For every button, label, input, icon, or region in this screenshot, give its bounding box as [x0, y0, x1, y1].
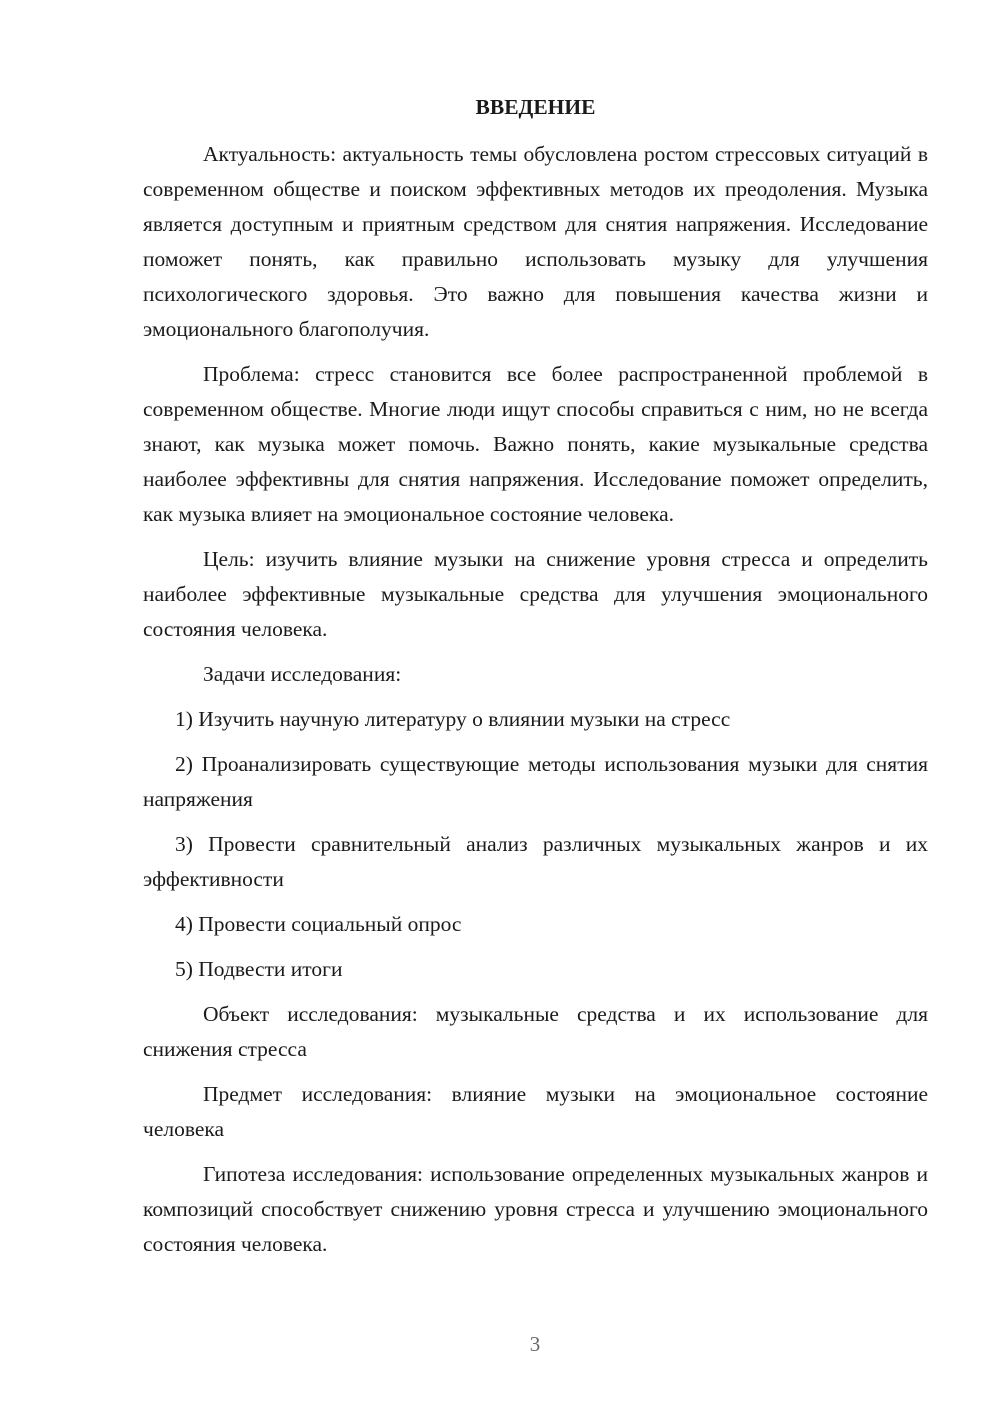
tasks-title: Задачи исследования: — [203, 662, 402, 686]
document-page — [143, 90, 928, 1272]
task-item: 3) Провести сравнительный анализ различных музыкальных жанров и их эффективности — [143, 832, 928, 891]
object-paragraph: Объект исследования: музыкальные средства и их использование для снижения стресса — [143, 1002, 928, 1061]
page-number: 3 — [529, 1332, 541, 1356]
page-title: ВВЕДЕНИЕ — [475, 95, 596, 119]
task-item: 5) Подвести итоги — [175, 957, 343, 981]
hypothesis-paragraph: Гипотеза исследования: использование определенных музыкальных жанров и композиций способствует снижению уровня стресса и улучшению эмоционального состояния человека. — [143, 1162, 928, 1256]
subject-paragraph: Предмет исследования: влияние музыки на эмоциональное состояние человека — [143, 1082, 928, 1141]
task-item: 1) Изучить научную литературу о влиянии музыки на стресс — [175, 707, 731, 731]
relevance-paragraph: Актуальность: актуальность темы обусловлена ростом стрессовых ситуаций в современном обществе и поиском эффективных методов их преодоления. Музыка является доступным и приятным средством для снятия напряжения. Исследование поможет понять, как правильно использовать музыку для улучшения психологического здоровья. Это важно для повышения качества жизни и эмоционального благополучия. — [143, 142, 928, 341]
task-item: 4) Провести социальный опрос — [175, 912, 462, 936]
problem-paragraph: Проблема: стресс становится все более распространенной проблемой в современном обществе. Многие люди ищут способы справиться с ним, но не всегда знают, как музыка может помочь. Важно понять, какие музыкальные средства наиболее эффективны для снятия напряжения. Исследование поможет определить, как музыка влияет на эмоциональное состояние человека. — [143, 362, 928, 526]
task-item: 2) Проанализировать существующие методы использования музыки для снятия напряжения — [143, 752, 928, 811]
goal-paragraph: Цель: изучить влияние музыки на снижение уровня стресса и определить наиболее эффективные музыкальные средства для улучшения эмоционального состояния человека. — [143, 547, 928, 641]
